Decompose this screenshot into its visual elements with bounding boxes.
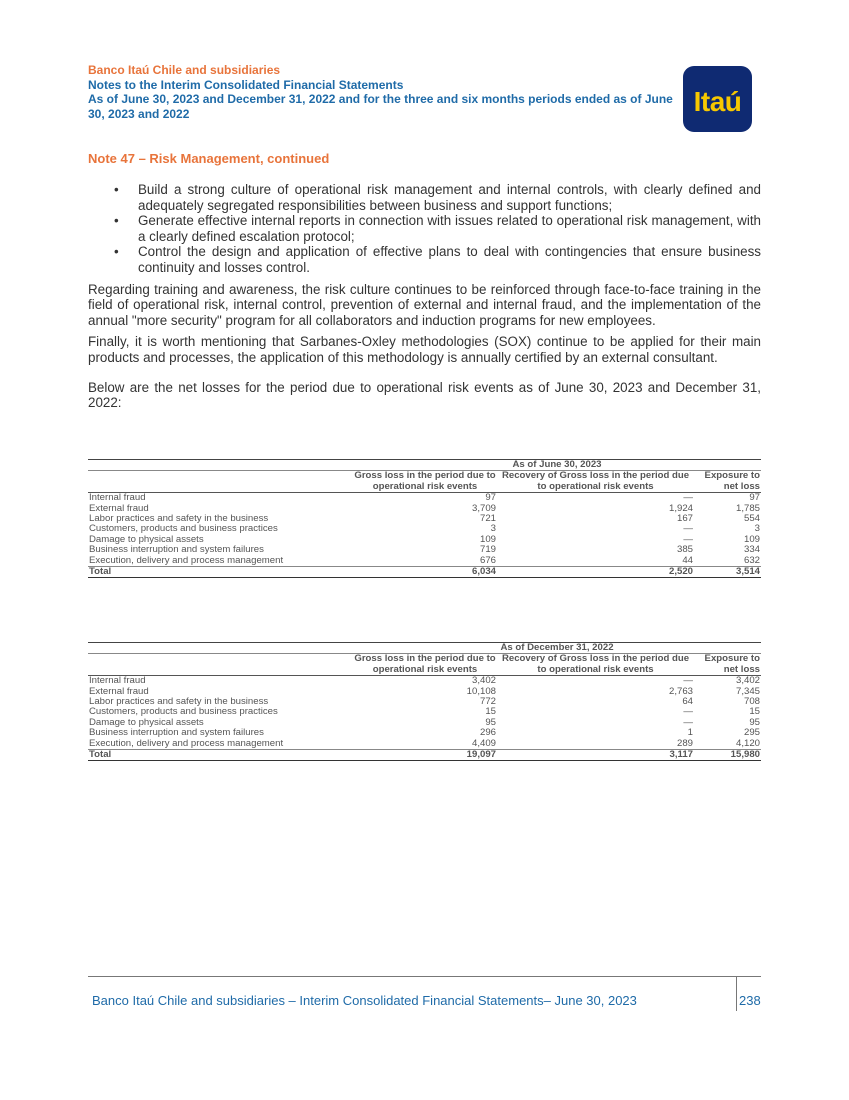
table-row: Internal fraud 97 — 97: [89, 492, 760, 504]
company-name: Banco Itaú Chile and subsidiaries: [88, 63, 281, 77]
itau-logo: [683, 66, 752, 132]
table-row: Customers, products and business practices 3 — 3: [89, 523, 760, 535]
table-row: Internal fraud 3,402 — 3,402: [89, 675, 760, 687]
table-row: Execution, delivery and process management 676 44 632: [89, 554, 760, 566]
column-header-gross: Gross loss in the period due to operational risk events: [354, 470, 496, 492]
loss-table-jun-2023: [88, 459, 761, 578]
table-row: Damage to physical assets 109 — 109: [89, 533, 760, 545]
page-number: 238: [739, 993, 761, 1008]
intro-paragraph: Below are the net losses for the period due to operational risk events as of June 30, 2023 and December 31, 2022:: [88, 379, 761, 411]
table-period-header: As of June 30, 2023: [353, 460, 761, 471]
body-text: [88, 182, 761, 411]
footer-text: Banco Itaú Chile and subsidiaries – Interim Consolidated Financial Statements– June 30, 2023: [92, 993, 637, 1008]
column-header-gross: Gross loss in the period due to operational risk events: [354, 653, 496, 675]
bullet-icon: •: [114, 182, 119, 197]
table-row: Customers, products and business practices 15 — 15: [89, 706, 760, 718]
table-row: Damage to physical assets 95 — 95: [89, 716, 760, 728]
training-paragraph: Regarding training and awareness, the risk culture continues to be reinforced through face-to-face training in the field of operational risk, internal control, prevention of external and internal fraud, and the implementation of the annual "more security" program for all collaborators and induction programs for new employees.: [88, 281, 761, 328]
loss-table-dec-2022: [88, 642, 761, 761]
table-row: Business interruption and system failures 719 385 334: [89, 544, 760, 556]
column-header-recovery: Recovery of Gross loss in the period due to operational risk events: [501, 653, 690, 675]
notes-title: Notes to the Interim Consolidated Financial Statements: [88, 77, 404, 92]
column-header-net: Exposure to net loss: [704, 653, 760, 675]
sox-paragraph: Finally, it is worth mentioning that Sarbanes-Oxley methodologies (SOX) continue to be applied for their main products and processes, the application of this methodology is annually certified by an external consultant.: [88, 334, 761, 365]
footer-divider: [88, 976, 761, 977]
list-item: • Control the design and application of effective plans to deal with contingencies that ensure business continuity and losses control.: [114, 244, 761, 275]
total-row: Total 19,097 3,117 15,980: [89, 749, 760, 761]
document-header: [88, 63, 678, 121]
period-description: As of June 30, 2023 and December 31, 2022 and for the three and six months periods ended as of June 30, 2023 and 2022: [88, 92, 673, 121]
footer-separator: [736, 977, 737, 1011]
list-item: • Build a strong culture of operational risk management and internal controls, with clearly defined and adequately segregated responsibilities between business and support functions;: [114, 182, 761, 213]
column-header-recovery: Recovery of Gross loss in the period due to operational risk events: [501, 470, 690, 492]
table-period-header: As of December 31, 2022: [353, 643, 761, 654]
bullet-icon: •: [114, 244, 119, 260]
table-row: Execution, delivery and process management 4,409 289 4,120: [89, 737, 760, 749]
table-row: Labor practices and safety in the business 721 167 554: [89, 513, 760, 525]
table-row: External fraud 3,709 1,924 1,785: [89, 502, 760, 514]
bullet-list: [88, 182, 761, 276]
total-row: Total 6,034 2,520 3,514: [89, 566, 760, 578]
table-row: Labor practices and safety in the business 772 64 708: [89, 696, 760, 708]
logo-text: Itaú: [693, 86, 742, 117]
table-row: External fraud 10,108 2,763 7,345: [89, 685, 760, 697]
bullet-icon: •: [114, 213, 119, 229]
table-row: Business interruption and system failures 296 1 295: [89, 727, 760, 739]
note-title: Note 47 – Risk Management, continued: [88, 151, 330, 166]
column-header-net: Exposure to net loss: [704, 470, 760, 492]
list-item: • Generate effective internal reports in connection with issues related to operational risk management, with a clearly defined escalation protocol;: [114, 213, 761, 244]
